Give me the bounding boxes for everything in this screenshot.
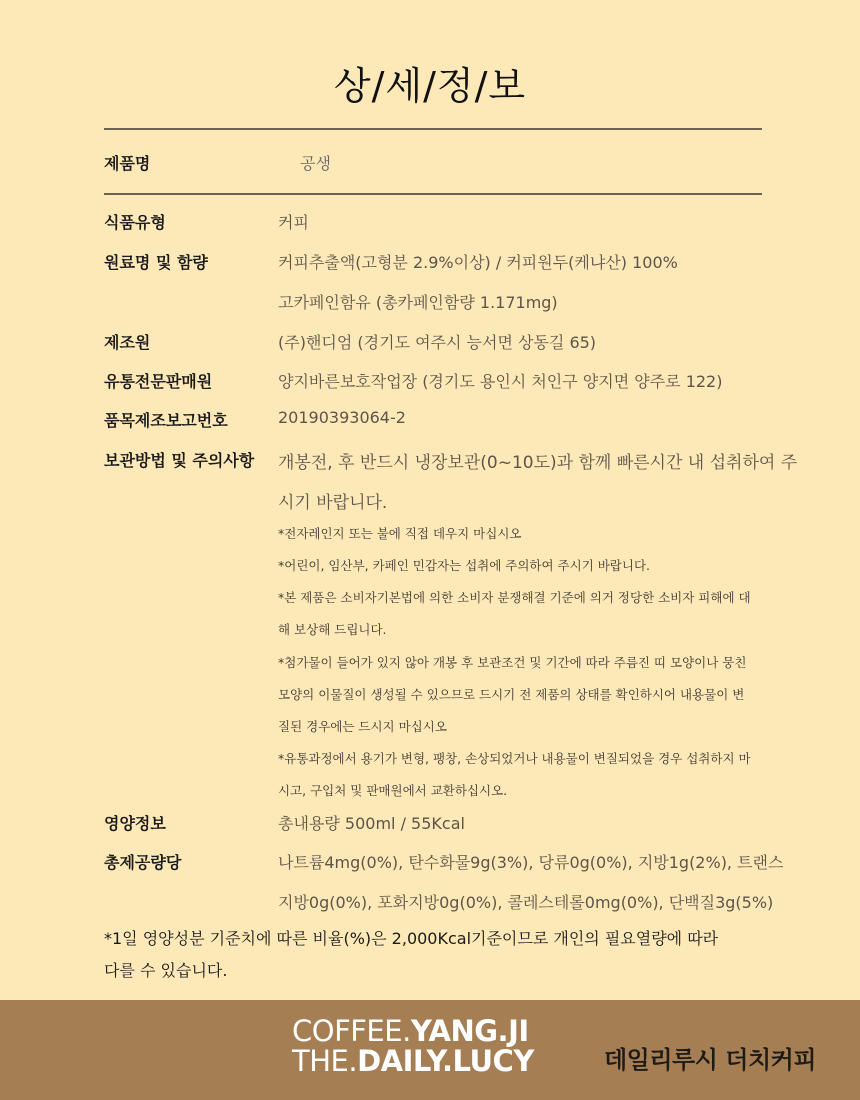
totals-value: 나트륨4mg(0%), 탄수화물9g(3%), 당류0g(0%), 지방1g(2%), 트랜스 [278,853,784,872]
brand-logo [292,1016,534,1076]
note-line: 질된 경우에는 드시지 마십시오 [278,719,447,734]
distributor-label: 유통전문판매원 [104,372,213,391]
note-line: 시고, 구입처 및 판매원에서 교환하십시오. [278,783,508,798]
nutrition-value: 총내용량 500ml / 55Kcal [278,814,465,833]
note-line: *본 제품은 소비자기본법에 의한 소비자 분쟁해결 기준에 의거 정당한 소비자 피해에 대 [278,590,751,605]
logo-line1 [292,1016,534,1046]
food-type-value: 커피 [278,213,309,232]
note-line: *전자레인지 또는 불에 직접 데우지 마십시오 [278,526,522,541]
nutrition-label: 영양정보 [104,814,166,833]
logo-line2 [292,1046,534,1076]
note-line: *유통과정에서 용기가 변형, 팽창, 손상되었거나 내용물이 변질되었을 경우 섭취하지 마 [278,751,751,766]
ingredients-value: 커피추출액(고형분 2.9%이상) / 커피원두(케냐산) 100% [278,253,678,272]
footnote-line2: 다를 수 있습니다. [104,961,228,980]
manufacturer-value: (주)핸디엄 (경기도 여주시 능서면 상동길 65) [278,333,597,352]
product-name-value: 공생 [300,154,331,173]
logo-the: THE. [292,1044,358,1078]
ingredients-label: 원료명 및 함량 [104,253,208,272]
page-title: 상/세/정/보 [333,64,527,108]
product-name-label: 제품명 [104,154,151,173]
food-type-label: 식품유형 [104,213,166,232]
footnote-line1: *1일 영양성분 기준치에 따른 비율(%)은 2,000Kcal기준이므로 개인의 필요열량에 따라 [104,929,719,948]
note-line: 모양의 이물질이 생성될 수 있으므로 드시기 전 제품의 상태를 확인하시어 내용물이 변 [278,687,745,702]
manufacturer-label: 제조원 [104,333,151,352]
distributor-value: 양지바른보호작업장 (경기도 용인시 처인구 양지면 양주로 122) [278,372,723,391]
report-no-value: 20190393064-2 [278,408,406,427]
note-line: 해 보상해 드립니다. [278,622,387,637]
note-line: *어린이, 임산부, 카페인 민감자는 섭취에 주의하여 주시기 바랍니다. [278,558,651,573]
totals-value-line2: 지방0g(0%), 포화지방0g(0%), 콜레스테롤0mg(0%), 단백질3g(5%) [278,893,774,912]
storage-label: 보관방법 및 주의사항 [104,451,255,470]
brand-korean-name: 데일리루시 더치커피 [604,1046,817,1074]
note-line: *첨가물이 들어가 있지 않아 개봉 후 보관조건 및 기간에 따라 주름진 띠 모양이나 뭉친 [278,655,747,670]
totals-label: 총제공량당 [104,853,182,872]
report-no-label: 품목제조보고번호 [104,411,228,430]
logo-yangji: YANG.JI [410,1014,529,1048]
storage-value-line2: 시기 바랍니다. [278,493,388,513]
storage-value: 개봉전, 후 반드시 냉장보관(0~10도)과 함께 빠른시간 내 섭취하여 주 [278,453,798,473]
logo-daily: DAILY.LUCY [357,1044,534,1078]
ingredients-value-line2: 고카페인함유 (총카페인함량 1.171mg) [278,293,558,312]
footer-banner [0,1000,860,1100]
logo-coffee: COFFEE. [292,1014,411,1048]
